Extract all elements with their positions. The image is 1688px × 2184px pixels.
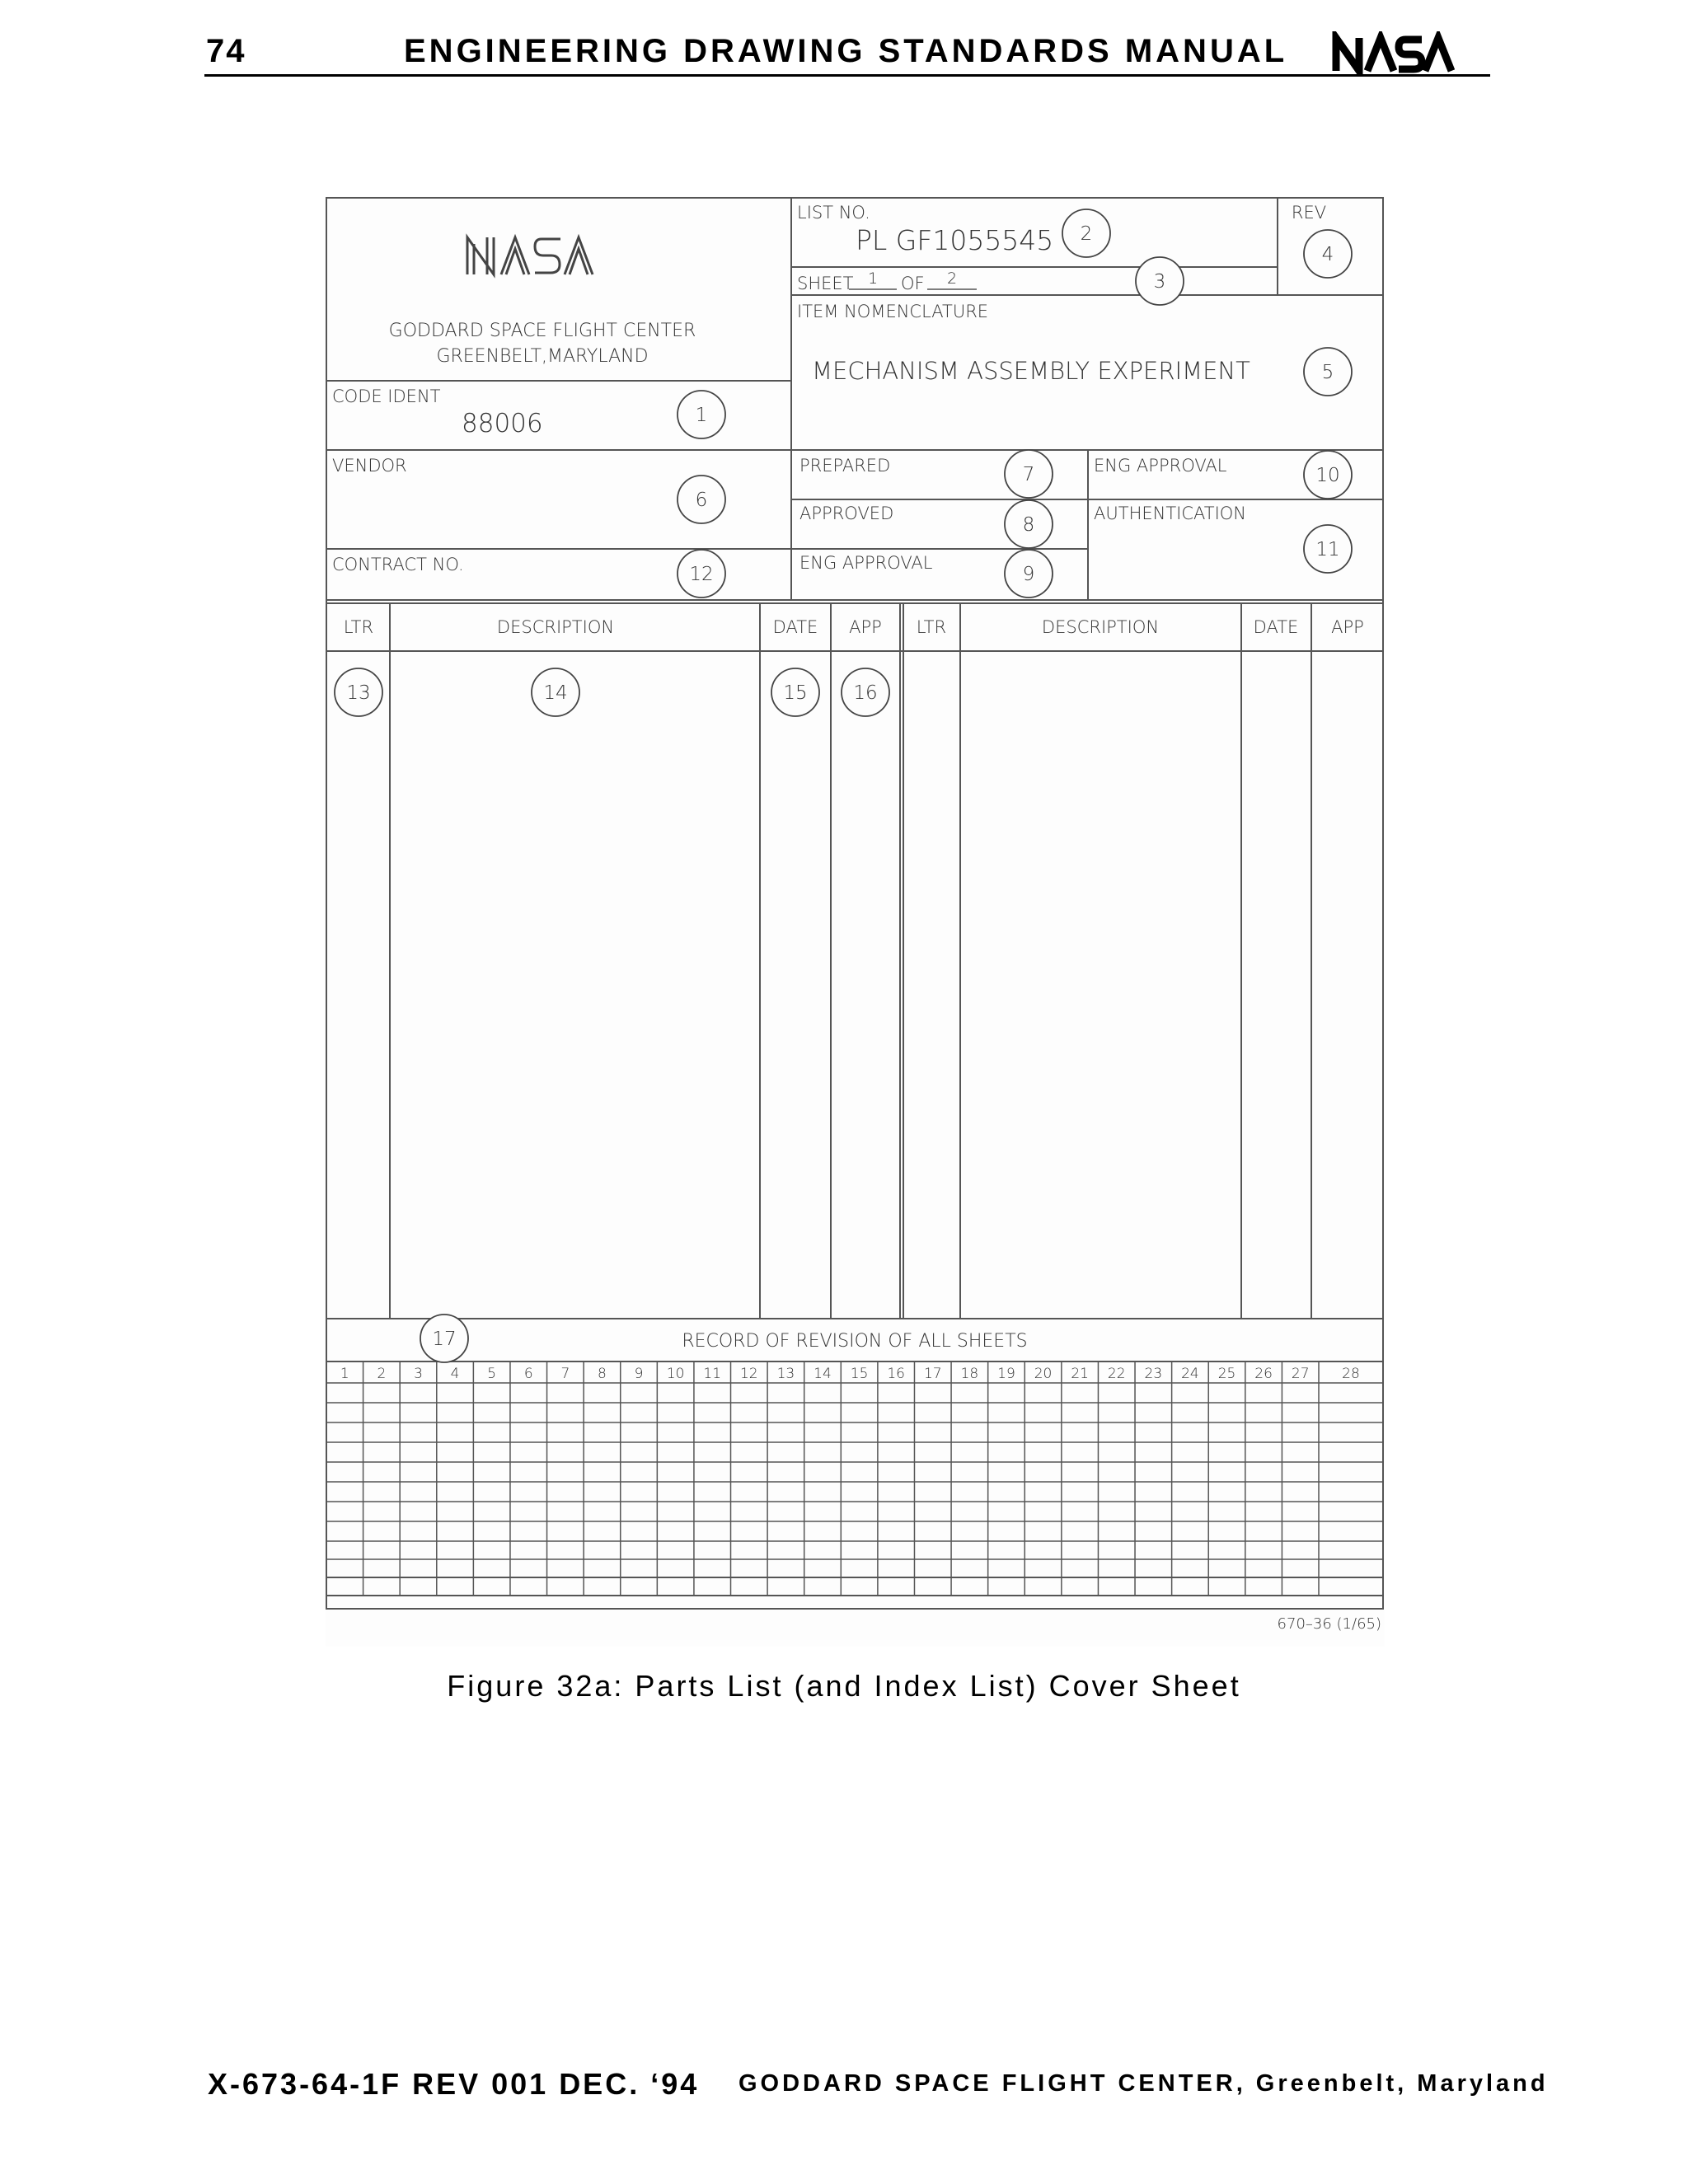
record-column-number: 1 — [340, 1366, 349, 1382]
of-value: 2 — [946, 269, 958, 288]
record-column-number: 17 — [923, 1366, 942, 1382]
col-app-left: APP — [849, 617, 882, 637]
col-date-right: DATE — [1253, 617, 1299, 637]
manual-title: ENGINEERING DRAWING STANDARDS MANUAL — [404, 33, 1288, 69]
callout-14: 14 — [543, 682, 568, 704]
record-column-number: 10 — [666, 1366, 685, 1382]
col-ltr-left: LTR — [343, 617, 374, 637]
callout-13: 13 — [346, 682, 371, 704]
list-no-label: LIST NO. — [797, 203, 870, 223]
prepared-label: PREPARED — [799, 456, 891, 476]
figure-caption: Figure 32a: Parts List (and Index List) Cover Sheet — [447, 1669, 1241, 1703]
callout-5: 5 — [1321, 362, 1334, 383]
record-column-number: 6 — [523, 1366, 533, 1382]
col-date-left: DATE — [772, 617, 818, 637]
col-description-right: DESCRIPTION — [1041, 617, 1160, 637]
callout-11: 11 — [1315, 539, 1340, 560]
callout-9: 9 — [1022, 564, 1035, 585]
callout-16: 16 — [853, 682, 878, 704]
eng-approval-label: ENG APPROVAL — [799, 553, 933, 573]
callout-3: 3 — [1153, 271, 1166, 293]
header-rule — [204, 74, 1490, 77]
callout-2: 2 — [1080, 223, 1093, 245]
record-column-number: 12 — [739, 1366, 758, 1382]
eng-approval-right-label: ENG APPROVAL — [1094, 456, 1227, 476]
record-column-number: 24 — [1181, 1366, 1199, 1382]
of-label: OF — [901, 274, 925, 293]
record-column-number: 8 — [598, 1366, 607, 1382]
header-nasa-logo — [1331, 31, 1455, 78]
record-column-number: 18 — [960, 1366, 979, 1382]
vendor-label: VENDOR — [332, 456, 407, 476]
record-column-number: 14 — [814, 1366, 832, 1382]
record-column-number: 19 — [997, 1366, 1015, 1382]
parts-list-cover-sheet — [326, 196, 1385, 1651]
record-column-number: 15 — [850, 1366, 869, 1382]
callout-7: 7 — [1022, 464, 1035, 485]
record-column-number: 27 — [1291, 1366, 1310, 1382]
callout-1: 1 — [695, 405, 708, 426]
col-app-right: APP — [1331, 617, 1364, 637]
contract-no-label: CONTRACT NO. — [332, 555, 464, 574]
record-column-number: 23 — [1144, 1366, 1163, 1382]
sheet-value: 1 — [867, 269, 879, 288]
callout-8: 8 — [1022, 514, 1035, 536]
code-ident-value: 88006 — [462, 409, 543, 438]
callout-15: 15 — [783, 682, 808, 704]
callout-17: 17 — [432, 1329, 457, 1350]
form-number: 670–36 (1/65) — [1277, 1615, 1381, 1633]
list-no-value: PL GF1055545 — [856, 224, 1054, 256]
item-nomenclature-value: MECHANISM ASSEMBLY EXPERIMENT — [812, 357, 1250, 385]
sheet-label: SHEET — [797, 274, 854, 293]
record-column-number: 20 — [1034, 1366, 1053, 1382]
record-column-number: 11 — [703, 1366, 722, 1382]
record-column-number: 4 — [450, 1366, 460, 1382]
callout-12: 12 — [689, 564, 714, 585]
record-column-number: 16 — [887, 1366, 906, 1382]
org-location: GREENBELT,MARYLAND — [436, 346, 649, 367]
record-column-number: 28 — [1342, 1366, 1360, 1382]
record-column-number: 22 — [1107, 1366, 1126, 1382]
record-column-number: 21 — [1071, 1366, 1089, 1382]
callout-4: 4 — [1321, 244, 1334, 265]
col-ltr-right: LTR — [916, 617, 947, 637]
record-column-number: 26 — [1254, 1366, 1273, 1382]
footer-doc-id: X-673-64-1F REV 001 DEC. ‘94 — [208, 2067, 700, 2101]
record-column-number: 25 — [1217, 1366, 1236, 1382]
record-column-number: 13 — [776, 1366, 795, 1382]
authentication-label: AUTHENTICATION — [1094, 504, 1247, 523]
record-column-number: 5 — [487, 1366, 497, 1382]
record-column-number: 7 — [560, 1366, 570, 1382]
footer-org: GODDARD SPACE FLIGHT CENTER, Greenbelt, Maryland — [738, 2070, 1549, 2097]
code-ident-label: CODE IDENT — [332, 387, 441, 406]
rev-label: REV — [1291, 203, 1327, 223]
org-name: GODDARD SPACE FLIGHT CENTER — [388, 321, 696, 341]
record-column-number: 3 — [414, 1366, 423, 1382]
col-description-left: DESCRIPTION — [496, 617, 615, 637]
page-number: 74 — [206, 33, 246, 69]
record-column-number: 9 — [634, 1366, 644, 1382]
callout-10: 10 — [1315, 465, 1340, 486]
callout-6: 6 — [695, 490, 708, 511]
record-column-number: 2 — [377, 1366, 387, 1382]
approved-label: APPROVED — [799, 504, 894, 523]
record-of-revision-label: RECORD OF REVISION OF ALL SHEETS — [682, 1331, 1028, 1352]
item-nomenclature-label: ITEM NOMENCLATURE — [797, 302, 989, 321]
